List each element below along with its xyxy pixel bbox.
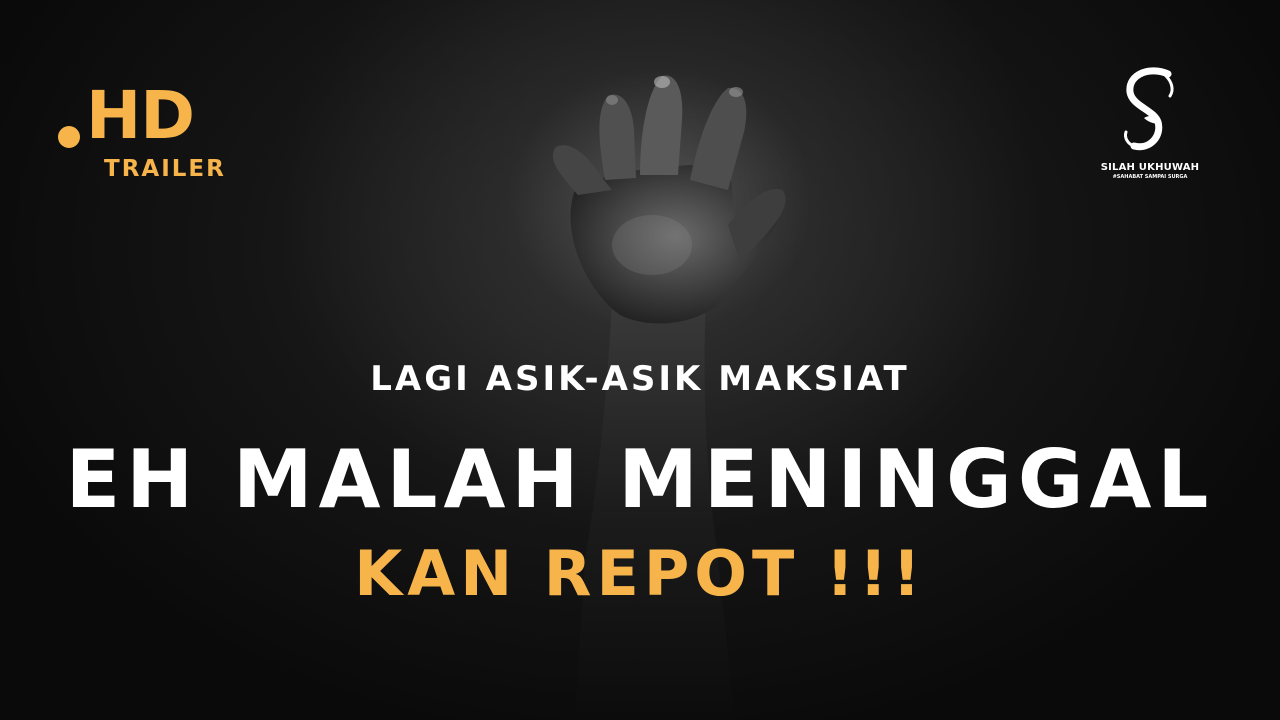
headline-line-2: EH MALAH MENINGGAL	[65, 433, 1215, 526]
trailer-label: TRAILER	[104, 156, 226, 182]
logo-tagline: #SAHABAT SAMPAI SURGA	[1112, 174, 1188, 180]
hd-label: HD	[86, 77, 195, 154]
headline-line-3: KAN REPOT !!!	[354, 537, 926, 610]
dot-icon	[58, 126, 80, 148]
hd-trailer-badge	[56, 77, 246, 190]
logo-name: SILAH UKHUWAH	[1100, 162, 1200, 173]
s-monogram-icon	[1120, 66, 1180, 162]
headline-line-1: LAGI ASIK-ASIK MAKSIAT	[370, 359, 910, 399]
channel-logo	[1090, 66, 1210, 190]
